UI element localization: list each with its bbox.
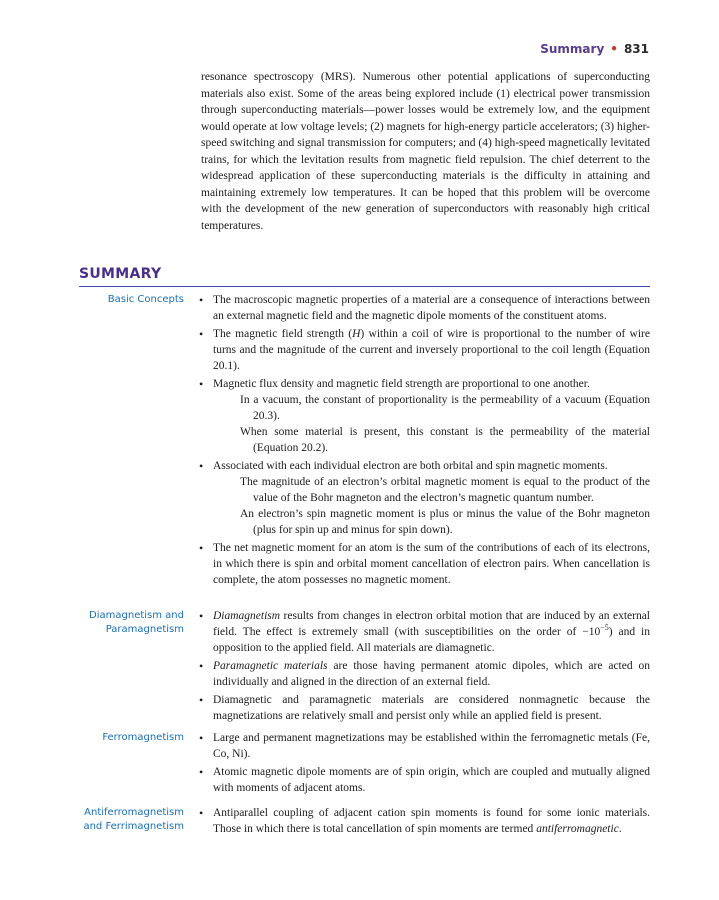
basic-concepts-list: [199, 292, 650, 590]
side-label-antiferromagnetism: [79, 806, 184, 834]
side-label-line: and Ferrimagnetism: [83, 821, 184, 832]
list-item: [199, 692, 650, 724]
bullet-text: Atomic magnetic dipole moments are of spin origin, which are coupled and mutually aligned with moments of adjacent atoms.: [213, 766, 650, 794]
sub-point: The magnitude of an electron’s orbital magnetic moment is equal to the product of the value of the Bohr magneton and the electron’s magnetic quantum number.: [240, 476, 650, 504]
bullet-text: Associated with each individual electron are both orbital and spin magnetic moments.: [213, 460, 608, 472]
term: Diamagnetism: [213, 610, 281, 622]
sub-point: In a vacuum, the constant of proportionality is the permeability of a vacuum (Equation 20.3).: [240, 394, 650, 422]
running-head-title: Summary: [540, 42, 605, 56]
bullet-text: The magnetic field strength (: [213, 328, 353, 340]
summary-rule: [79, 286, 650, 287]
diamagnetism-list: [199, 608, 650, 726]
bullet-text: .: [618, 823, 622, 835]
term: antiferromagnetic: [536, 823, 619, 835]
list-item: [199, 540, 650, 588]
bullet-text: Magnetic flux density and magnetic field strength are proportional to one another.: [213, 378, 590, 390]
list-item: [199, 658, 650, 690]
list-item: [199, 608, 650, 656]
term: Paramagnetic materials: [213, 660, 328, 672]
bullet-text: Diamagnetic and paramagnetic materials are considered nonmagnetic because the magnetizations are relatively small and persist only while an applied field is present.: [213, 694, 650, 722]
exponent: −5: [600, 623, 609, 633]
side-label-ferromagnetism: Ferromagnetism: [102, 732, 184, 743]
bullet-text: ) within a coil of wire is proportional to the number of wire turns and the magnitude of the current and inversely proportional to the coil length (Equation 20.1).: [213, 328, 650, 372]
summary-heading: SUMMARY: [79, 266, 162, 282]
ferromagnetism-list: [199, 730, 650, 798]
side-label-basic-concepts: Basic Concepts: [107, 294, 184, 305]
bullet-text: Antiparallel coupling of adjacent cation spin moments is found for some ionic materials. Those in which there is total cancellation of spin moments are termed: [213, 807, 650, 835]
running-head: [540, 42, 649, 56]
side-label-line: Antiferromagnetism: [84, 807, 184, 818]
list-item: [199, 326, 650, 374]
bullet-text: ) and in opposition to the applied field. All materials are diamagnetic.: [213, 626, 650, 654]
list-item: [199, 376, 650, 456]
list-item: [199, 730, 650, 762]
side-label-line: Diamagnetism and: [89, 610, 184, 621]
side-label-diamagnetism: [79, 609, 184, 637]
bullet-text: The macroscopic magnetic properties of a material are a consequence of interactions between an external magnetic field and the magnetic dipole moments of the constituent atoms.: [213, 294, 650, 322]
list-item: [199, 292, 650, 324]
symbol-h: H: [352, 328, 361, 340]
page-number: 831: [623, 42, 649, 56]
antiferromagnetism-list: [199, 805, 650, 839]
list-item: [199, 764, 650, 796]
sub-point: An electron’s spin magnetic moment is plus or minus the value of the Bohr magneton (plus for spin up and minus for spin down).: [240, 508, 650, 536]
running-head-separator: •: [610, 42, 618, 56]
intro-paragraph: resonance spectroscopy (MRS). Numerous other potential applications of superconducting materials also exist. Some of the areas being explored include (1) electrical power transmission through superconducting materials—power losses would be extremely low, and the equipment would operate at low voltage levels; (2) magnets for high-energy particle accelerators; (3) higher-speed switching and signal transmission for computers; and (4) high-speed magnetically levitated trains, for which the levitation results from magnetic field repulsion. The chief deterrent to the widespread application of these superconducting materials is the difficulty in attaining and maintaining extremely low temperatures. It can be hoped that this problem will be overcome with the development of the new generation of superconductors with reasonably high critical temperatures.: [201, 71, 650, 232]
bullet-text: Large and permanent magnetizations may be established within the ferromagnetic metals (Fe, Co, Ni).: [213, 732, 650, 760]
sub-point: When some material is present, this constant is the permeability of the material (Equation 20.2).: [240, 426, 650, 454]
list-item: [199, 805, 650, 837]
side-label-line: Paramagnetism: [105, 624, 184, 635]
bullet-text: are those having permanent atomic dipoles, which are acted on individually and aligned in the direction of an external field.: [213, 660, 650, 688]
bullet-text: The net magnetic moment for an atom is the sum of the contributions of each of its electrons, in which there is spin and orbital moment cancellation of electron pairs. When cancellation is complete, the atom possesses no magnetic moment.: [213, 542, 650, 586]
bullet-text: results from changes in electron orbital motion that are induced by an external field. The effect is extremely small (with susceptibilities on the order of −10: [213, 610, 650, 638]
list-item: [199, 458, 650, 538]
